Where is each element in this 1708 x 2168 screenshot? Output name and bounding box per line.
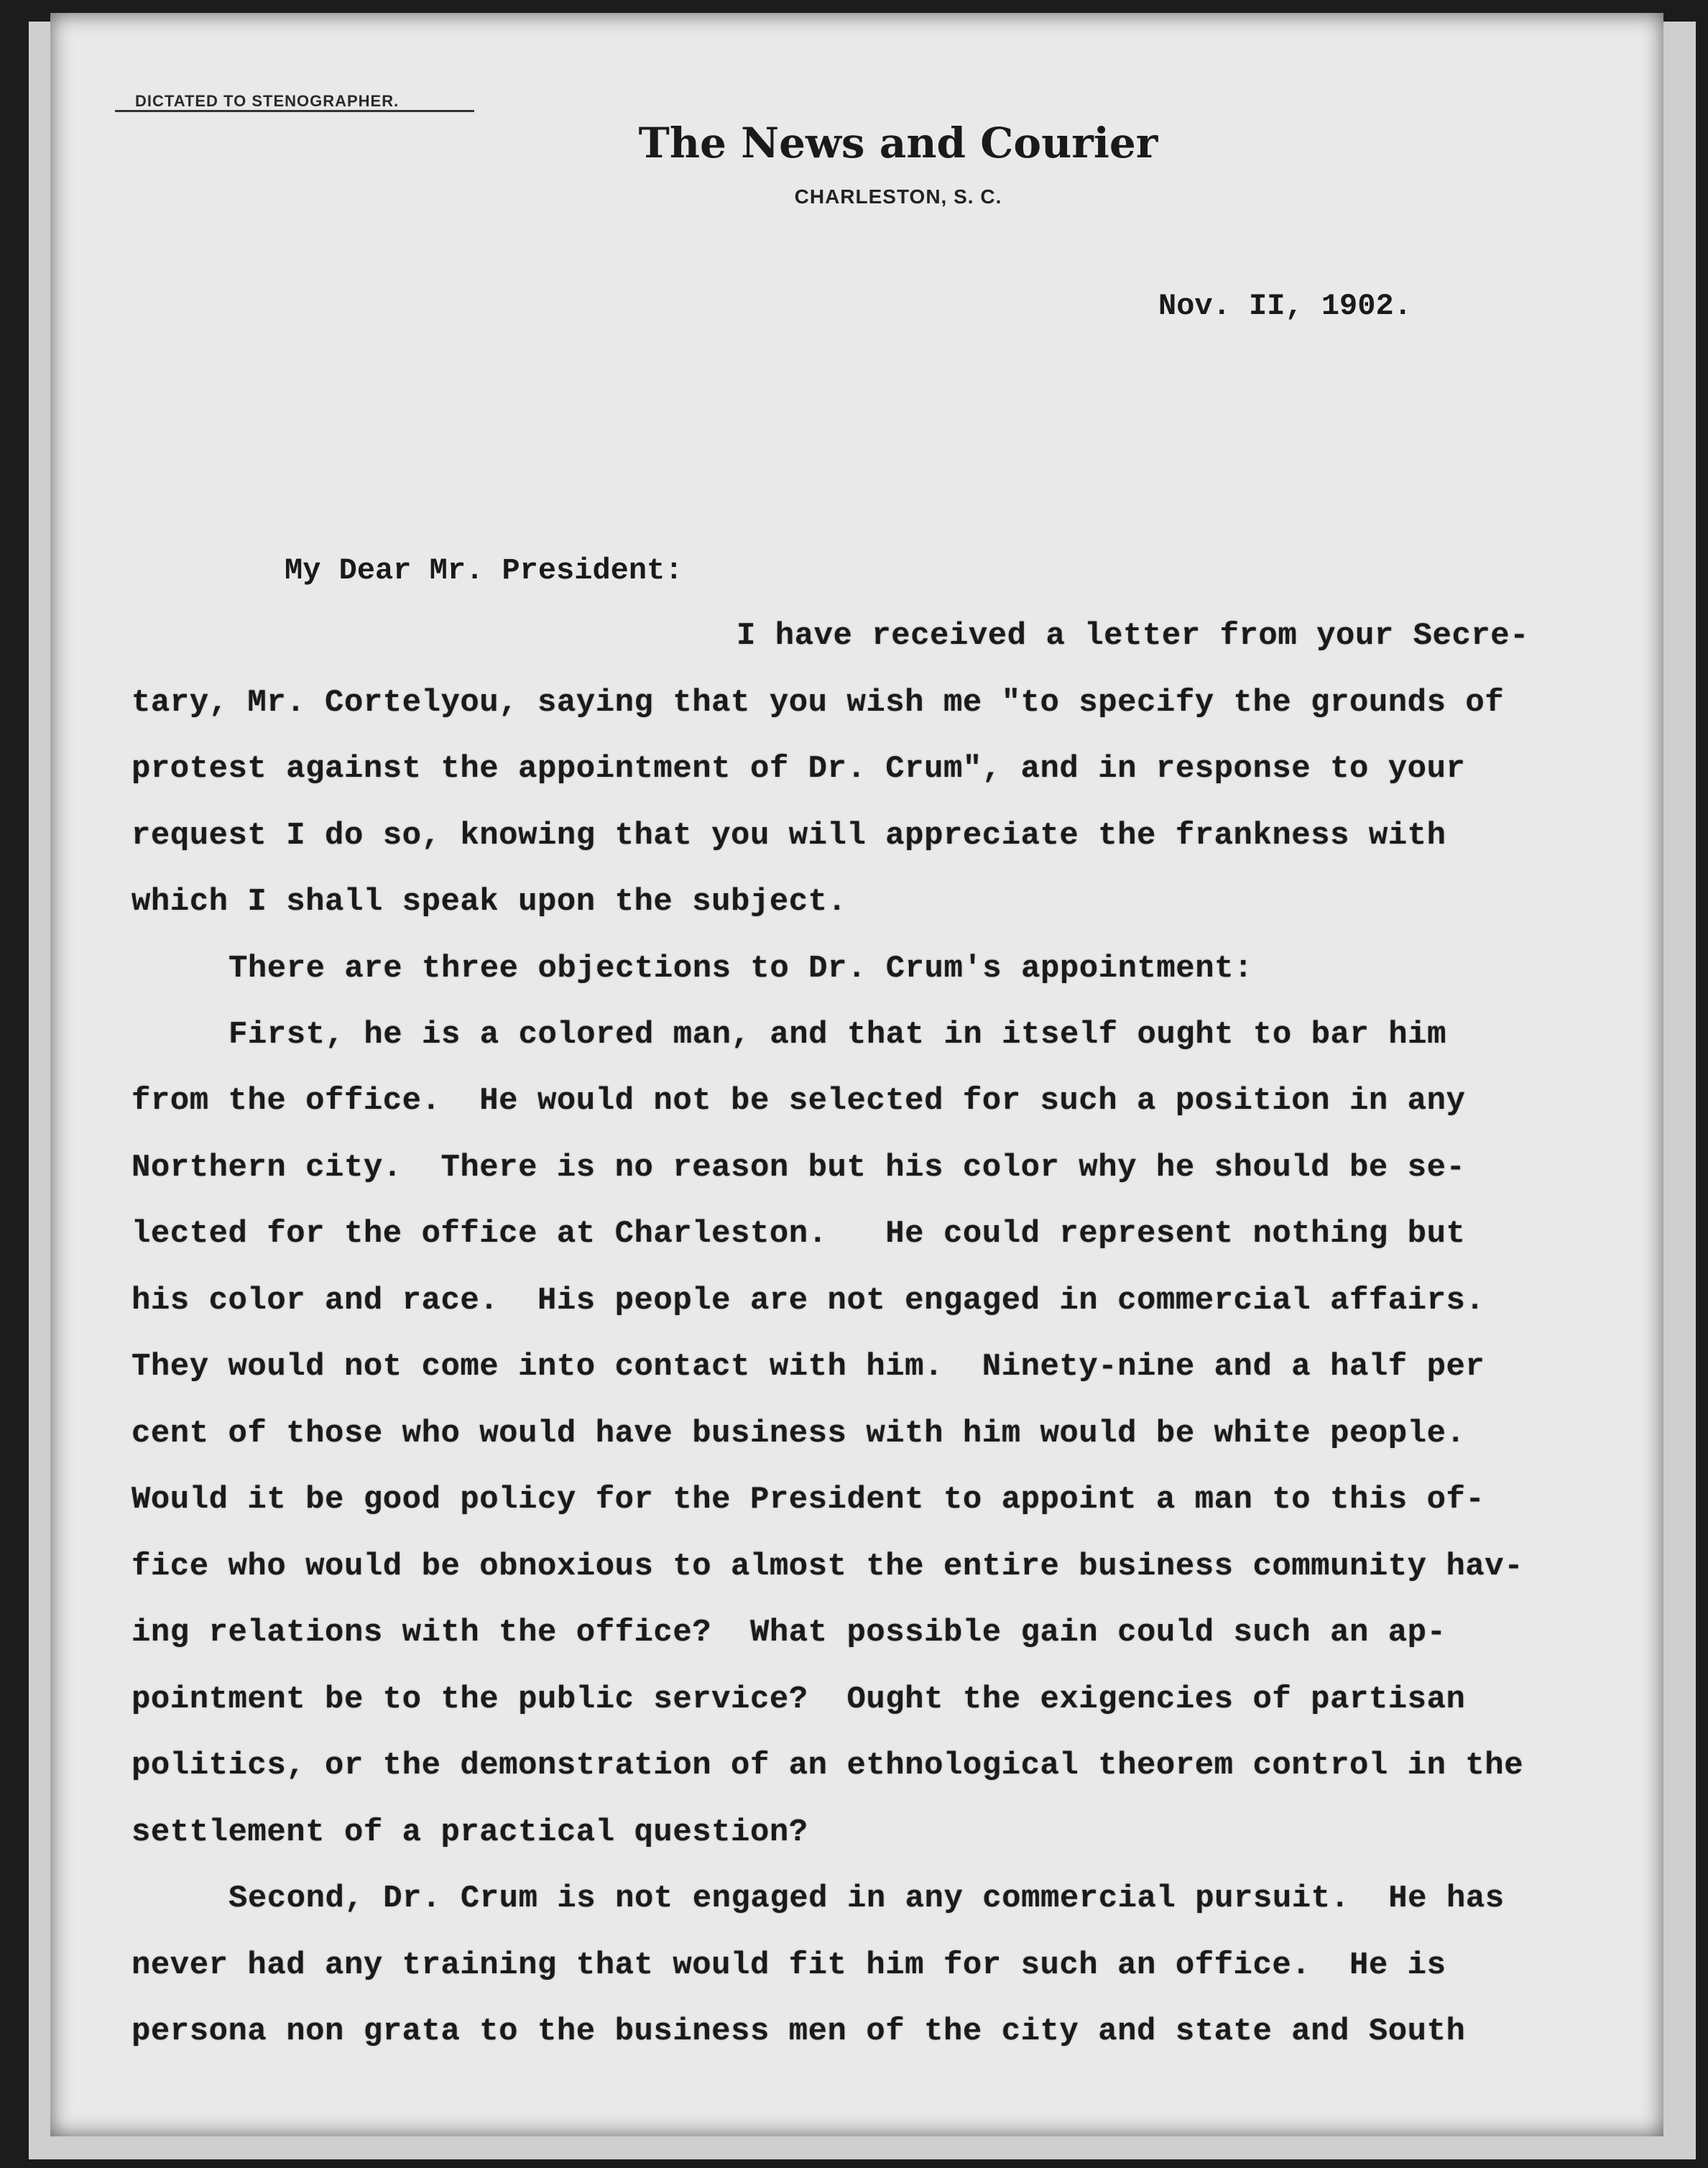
body-line: persona non grata to the business men of the city and state and South <box>131 2014 1466 2049</box>
body-line: his color and race. His people are not engaged in commercial affairs. <box>131 1283 1485 1319</box>
body-line: Northern city. There is no reason but his color why he should be se- <box>131 1150 1466 1186</box>
body-line: request I do so, knowing that you will appreciate the frankness with <box>131 818 1446 854</box>
body-line: cent of those who would have business with him would be white people. <box>131 1416 1466 1452</box>
body-line: tary, Mr. Cortelyou, saying that you wish me "to specify the grounds of <box>131 685 1505 721</box>
dictated-stamp: DICTATED TO STENOGRAPHER. <box>135 92 400 110</box>
body-line: fice who would be obnoxious to almost the entire business community hav- <box>131 1549 1524 1585</box>
body-line: which I shall speak upon the subject. <box>131 884 847 920</box>
body-line: pointment be to the public service? Ought the exigencies of partisan <box>131 1682 1466 1717</box>
stamp-underline <box>115 110 474 112</box>
body-line: First, he is a colored man, and that in itself ought to bar him <box>228 1017 1446 1053</box>
salutation: My Dear Mr. President: <box>285 553 683 588</box>
body-line: settlement of a practical question? <box>131 1814 808 1850</box>
body-line: from the office. He would not be selected for such a position in any <box>131 1083 1466 1119</box>
newspaper-masthead: The News and Courier <box>638 119 1158 167</box>
body-line: ing relations with the office? What possible gain could such an ap- <box>131 1615 1446 1651</box>
body-line: Second, Dr. Crum is not engaged in any commercial pursuit. He has <box>228 1881 1505 1916</box>
body-line: Would it be good policy for the President to appoint a man to this of- <box>131 1482 1485 1518</box>
body-line: They would not come into contact with him. Ninety-nine and a half per <box>131 1349 1485 1385</box>
body-line: I have received a letter from your Secre- <box>737 618 1530 654</box>
body-line: never had any training that would fit him for such an office. He is <box>131 1947 1446 1983</box>
body-line: politics, or the demonstration of an ethnological theorem control in the <box>131 1748 1524 1784</box>
masthead-city: CHARLESTON, S. C. <box>794 185 1002 208</box>
body-line: lected for the office at Charleston. He could represent nothing but <box>131 1216 1466 1252</box>
body-line: There are three objections to Dr. Crum's appointment: <box>228 951 1253 987</box>
letter-date: Nov. II, 1902. <box>1158 289 1412 323</box>
body-line: protest against the appointment of Dr. Crum", and in response to your <box>131 751 1466 787</box>
